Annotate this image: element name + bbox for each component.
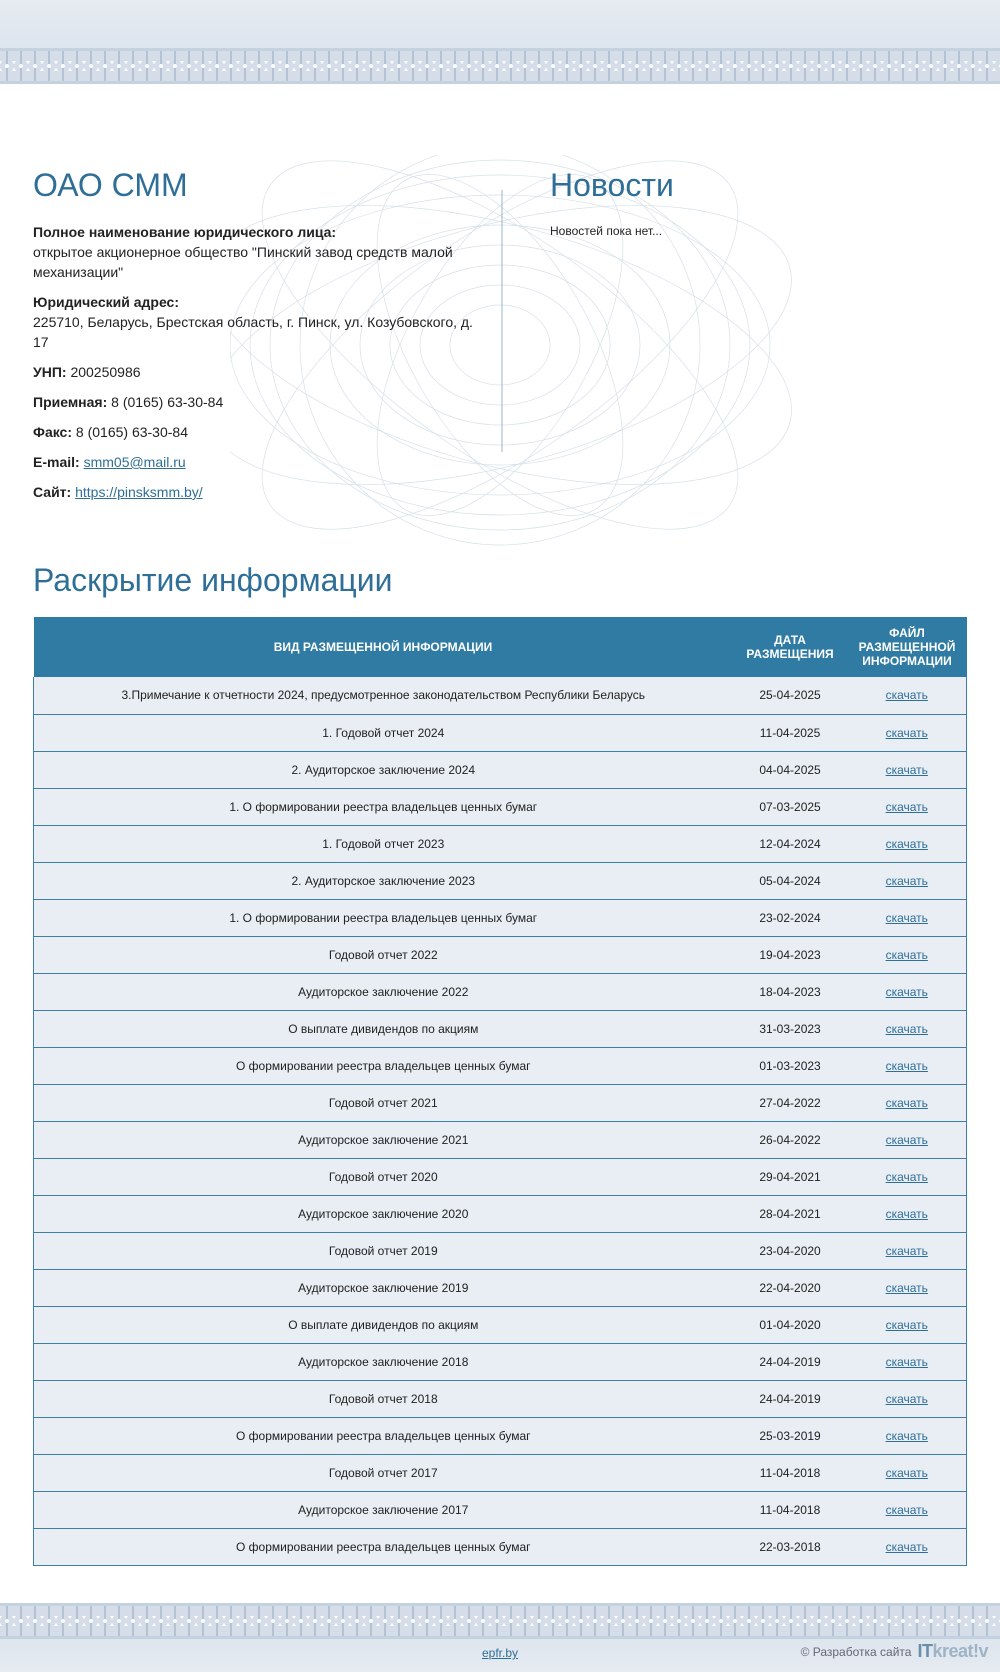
cell-date: 27-04-2022 <box>733 1084 848 1121</box>
cell-type: Годовой отчет 2017 <box>34 1454 733 1491</box>
download-link[interactable]: скачать <box>885 947 928 962</box>
table-row <box>34 788 967 825</box>
download-link[interactable]: скачать <box>885 1280 928 1295</box>
cell-type: О выплате дивидендов по акциям <box>34 1010 733 1047</box>
cell-file <box>848 973 967 1010</box>
field-site <box>33 482 473 502</box>
developer-text: © Разработка сайта <box>800 1644 912 1659</box>
cell-type: Аудиторское заключение 2019 <box>34 1269 733 1306</box>
cell-file <box>848 1195 967 1232</box>
cell-type: О формировании реестра владельцев ценных бумаг <box>34 1528 733 1565</box>
field-value: 8 (0165) 63-30-84 <box>111 394 224 410</box>
table-row <box>34 825 967 862</box>
download-link[interactable]: скачать <box>885 1428 928 1443</box>
download-link[interactable]: скачать <box>885 873 928 888</box>
table-row <box>34 1417 967 1454</box>
download-link[interactable]: скачать <box>885 984 928 999</box>
cell-type: Аудиторское заключение 2017 <box>34 1491 733 1528</box>
cell-file <box>848 899 967 936</box>
cell-file <box>848 677 967 714</box>
news-title: Новости <box>550 167 674 203</box>
cell-date: 25-03-2019 <box>733 1417 848 1454</box>
cell-type: О формировании реестра владельцев ценных бумаг <box>34 1047 733 1084</box>
table-row <box>34 1158 967 1195</box>
download-link[interactable]: скачать <box>885 836 928 851</box>
cell-type: Годовой отчет 2018 <box>34 1380 733 1417</box>
cell-file <box>848 825 967 862</box>
cell-file <box>848 714 967 751</box>
cell-file <box>848 1380 967 1417</box>
cell-type: О формировании реестра владельцев ценных бумаг <box>34 1417 733 1454</box>
developer-logo-it: IT <box>917 1641 933 1661</box>
cell-file <box>848 1232 967 1269</box>
cell-file <box>848 1491 967 1528</box>
download-link[interactable]: скачать <box>885 1502 928 1517</box>
top-ornament-border <box>0 48 1000 84</box>
cell-type: 2. Аудиторское заключение 2023 <box>34 862 733 899</box>
table-row <box>34 1269 967 1306</box>
download-link[interactable]: скачать <box>885 688 928 703</box>
cell-date: 04-04-2025 <box>733 751 848 788</box>
field-value: 8 (0165) 63-30-84 <box>75 424 188 440</box>
column-divider <box>501 190 503 452</box>
cell-date: 29-04-2021 <box>733 1158 848 1195</box>
table-row <box>34 1121 967 1158</box>
field-label: E-mail: <box>33 454 80 470</box>
download-link[interactable]: скачать <box>885 910 928 925</box>
field-label: Факс: <box>33 424 73 440</box>
field-unp <box>33 362 473 382</box>
download-link[interactable]: скачать <box>885 1021 928 1036</box>
download-link[interactable]: скачать <box>885 1539 928 1554</box>
field-legal-address <box>33 292 473 352</box>
footer-epfr-link[interactable]: epfr.by <box>482 1646 519 1660</box>
cell-file <box>848 862 967 899</box>
table-row <box>34 1454 967 1491</box>
download-link[interactable]: скачать <box>885 1058 928 1073</box>
table-row <box>34 1084 967 1121</box>
email-link[interactable]: smm05@mail.ru <box>83 454 186 470</box>
download-link[interactable]: скачать <box>885 799 928 814</box>
table-row <box>34 1010 967 1047</box>
cell-file <box>848 1528 967 1565</box>
company-details <box>33 222 473 502</box>
cell-file <box>848 1417 967 1454</box>
cell-file <box>848 788 967 825</box>
cell-date: 11-04-2025 <box>733 714 848 751</box>
table-row <box>34 751 967 788</box>
download-link[interactable]: скачать <box>885 1169 928 1184</box>
cell-date: 23-02-2024 <box>733 899 848 936</box>
cell-date: 19-04-2023 <box>733 936 848 973</box>
download-link[interactable]: скачать <box>885 762 928 777</box>
cell-date: 18-04-2023 <box>733 973 848 1010</box>
cell-date: 24-04-2019 <box>733 1343 848 1380</box>
cell-date: 24-04-2019 <box>733 1380 848 1417</box>
table-row <box>34 1380 967 1417</box>
cell-file <box>848 1343 967 1380</box>
table-row <box>34 1195 967 1232</box>
table-row <box>34 677 967 714</box>
field-fax <box>33 422 473 442</box>
site-link[interactable]: https://pinsksmm.by/ <box>75 484 203 500</box>
cell-file <box>848 936 967 973</box>
cell-type: Годовой отчет 2020 <box>34 1158 733 1195</box>
disclosure-table <box>33 617 967 1566</box>
cell-date: 31-03-2023 <box>733 1010 848 1047</box>
table-row <box>34 1491 967 1528</box>
cell-file <box>848 1084 967 1121</box>
developer-logo[interactable] <box>917 1641 988 1662</box>
cell-date: 01-03-2023 <box>733 1047 848 1084</box>
field-value: открытое акционерное общество "Пинский завод средств малой механизации" <box>33 244 453 280</box>
developer-logo-rest: kreat!v <box>932 1641 988 1661</box>
cell-type: Годовой отчет 2019 <box>34 1232 733 1269</box>
field-email <box>33 452 473 472</box>
news-column <box>550 165 950 238</box>
field-full-name <box>33 222 473 282</box>
footer-developer <box>801 1641 988 1662</box>
company-info-column <box>33 165 473 502</box>
download-link[interactable]: скачать <box>885 1132 928 1147</box>
cell-type: Аудиторское заключение 2018 <box>34 1343 733 1380</box>
cell-type: Аудиторское заключение 2020 <box>34 1195 733 1232</box>
cell-file <box>848 1047 967 1084</box>
cell-date: 26-04-2022 <box>733 1121 848 1158</box>
table-row <box>34 862 967 899</box>
table-body <box>34 677 967 1565</box>
cell-type: 3.Примечание к отчетности 2024, предусмотренное законодательством Республики Беларусь <box>34 677 733 714</box>
cell-type: Аудиторское заключение 2021 <box>34 1121 733 1158</box>
cell-type: О выплате дивидендов по акциям <box>34 1306 733 1343</box>
table-row <box>34 973 967 1010</box>
cell-type: 1. О формировании реестра владельцев ценных бумаг <box>34 899 733 936</box>
cell-type: Годовой отчет 2022 <box>34 936 733 973</box>
cell-date: 25-04-2025 <box>733 677 848 714</box>
table-row <box>34 936 967 973</box>
top-bar <box>0 0 1000 48</box>
field-value: 225710, Беларусь, Брестская область, г. Пинск, ул. Козубовского, д. 17 <box>33 314 473 350</box>
cell-type: Годовой отчет 2021 <box>34 1084 733 1121</box>
disclosure-title: Раскрытие информации <box>33 562 393 598</box>
cell-date: 23-04-2020 <box>733 1232 848 1269</box>
cell-file <box>848 1121 967 1158</box>
cell-file <box>848 751 967 788</box>
news-empty-text: Новостей пока нет... <box>550 224 663 238</box>
download-link[interactable]: скачать <box>885 1206 928 1221</box>
download-link[interactable]: скачать <box>885 1354 928 1369</box>
field-value: 200250986 <box>70 364 141 380</box>
cell-type: 2. Аудиторское заключение 2024 <box>34 751 733 788</box>
table-row <box>34 714 967 751</box>
cell-file <box>848 1010 967 1047</box>
cell-type: 1. Годовой отчет 2024 <box>34 714 733 751</box>
bottom-ornament-border <box>0 1603 1000 1639</box>
header-file: ФАЙЛ РАЗМЕЩЕННОЙ ИНФОРМАЦИИ <box>848 617 967 677</box>
cell-file <box>848 1269 967 1306</box>
cell-date: 22-04-2020 <box>733 1269 848 1306</box>
cell-date: 01-04-2020 <box>733 1306 848 1343</box>
download-link[interactable]: скачать <box>885 725 928 740</box>
cell-type: Аудиторское заключение 2022 <box>34 973 733 1010</box>
field-reception <box>33 392 473 412</box>
field-label: Приемная: <box>33 394 108 410</box>
cell-date: 12-04-2024 <box>733 825 848 862</box>
table-row <box>34 1047 967 1084</box>
download-link[interactable]: скачать <box>885 1243 928 1258</box>
cell-date: 11-04-2018 <box>733 1454 848 1491</box>
field-label: УНП: <box>33 364 67 380</box>
cell-date: 11-04-2018 <box>733 1491 848 1528</box>
cell-date: 28-04-2021 <box>733 1195 848 1232</box>
download-link[interactable]: скачать <box>885 1391 928 1406</box>
header-date: ДАТА РАЗМЕЩЕНИЯ <box>733 617 848 677</box>
cell-file <box>848 1158 967 1195</box>
cell-date: 05-04-2024 <box>733 862 848 899</box>
download-link[interactable]: скачать <box>885 1317 928 1332</box>
field-label: Сайт: <box>33 484 72 500</box>
header-type: ВИД РАЗМЕЩЕННОЙ ИНФОРМАЦИИ <box>34 617 733 677</box>
field-label: Юридический адрес: <box>33 294 179 310</box>
download-link[interactable]: скачать <box>885 1095 928 1110</box>
table-row <box>34 1306 967 1343</box>
company-title: ОАО СММ <box>33 167 188 203</box>
cell-file <box>848 1306 967 1343</box>
table-row <box>34 899 967 936</box>
cell-type: 1. Годовой отчет 2023 <box>34 825 733 862</box>
field-label: Полное наименование юридического лица: <box>33 224 337 240</box>
cell-date: 22-03-2018 <box>733 1528 848 1565</box>
cell-date: 07-03-2025 <box>733 788 848 825</box>
download-link[interactable]: скачать <box>885 1465 928 1480</box>
table-row <box>34 1232 967 1269</box>
table-row <box>34 1528 967 1565</box>
table-row <box>34 1343 967 1380</box>
cell-file <box>848 1454 967 1491</box>
table-header-row <box>34 617 967 677</box>
cell-type: 1. О формировании реестра владельцев ценных бумаг <box>34 788 733 825</box>
